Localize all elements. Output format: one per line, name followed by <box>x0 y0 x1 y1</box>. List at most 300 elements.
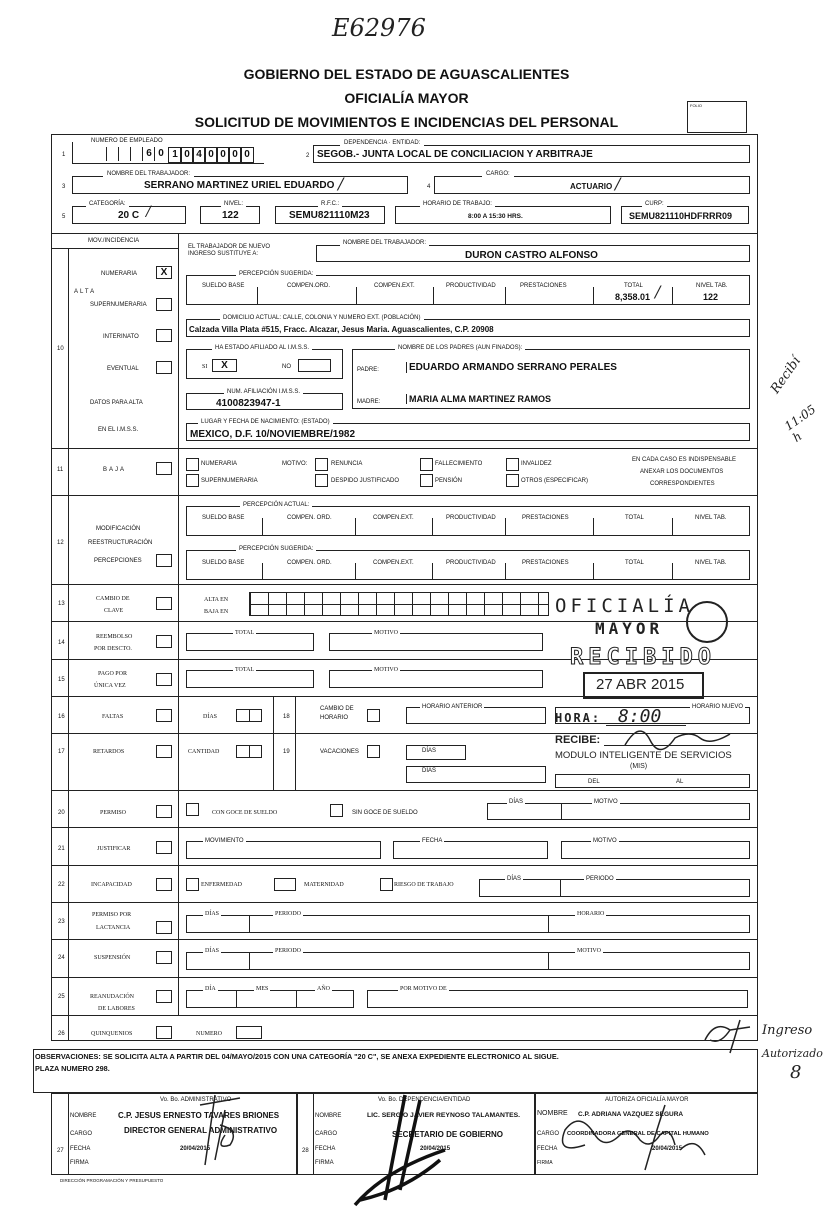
total-label: TOTAL <box>625 515 644 521</box>
categoria-label: CATEGORÍA: <box>86 201 129 207</box>
nivel-tab-label: NIVEL TAB. <box>695 560 727 566</box>
pago-motivo-label: MOTIVO <box>374 667 398 673</box>
row-number: 25 <box>58 994 65 1000</box>
quinquenios-numero-label: NUMERO <box>196 1031 223 1037</box>
categoria-value: 20 C <box>118 210 140 221</box>
cambio-clave-label-2: CLAVE <box>104 608 124 614</box>
dependencia-fecha-label: FECHA <box>315 1146 336 1152</box>
row-number: 28 <box>302 1148 309 1154</box>
row-number: 1 <box>62 152 66 158</box>
divider <box>262 518 263 536</box>
horario-anterior-label: HORARIO ANTERIOR <box>422 704 483 710</box>
row-number: 15 <box>58 677 65 683</box>
nivel-tab-label: NIVEL TAB. <box>696 283 728 289</box>
row-number: 10 <box>57 346 64 352</box>
pension-checkbox[interactable] <box>420 474 433 487</box>
padre-value: EDUARDO ARMANDO SERRANO PERALES <box>406 362 617 373</box>
permiso-checkbox[interactable] <box>156 805 172 818</box>
oficialia-fecha-value: 20/04/2015 <box>652 1146 683 1152</box>
baja-numeraria-label: NUMERARIA <box>201 461 238 467</box>
divider <box>548 915 549 933</box>
reembolso-motivo-field[interactable] <box>329 633 543 651</box>
row-number: 21 <box>58 846 65 852</box>
despido-checkbox[interactable] <box>315 474 328 487</box>
divider <box>51 902 758 903</box>
baja-supernumeraria-label: SUPERNUMERARIA <box>201 478 258 484</box>
justificar-checkbox[interactable] <box>156 841 172 854</box>
divider <box>593 518 594 536</box>
divider <box>68 1093 69 1175</box>
faltas-dias-field[interactable] <box>236 709 262 722</box>
row-number: 13 <box>58 601 65 607</box>
fallecimiento-checkbox[interactable] <box>420 458 433 471</box>
divider <box>51 233 758 234</box>
digit-cell: 0 <box>240 147 254 163</box>
vacaciones-dias-label: DÍAS <box>422 748 437 754</box>
divider <box>296 990 297 1008</box>
dependencia-nombre-value: LIC. SERGIO JAVIER REYNOSO TALAMANTES. <box>367 1112 521 1119</box>
reanudacion-fecha-field[interactable] <box>186 990 354 1008</box>
alta-supernumeraria-checkbox[interactable] <box>156 298 172 311</box>
stamp-hora-value: 8:00 <box>618 706 662 727</box>
reembolso-checkbox[interactable] <box>156 635 172 648</box>
baja-en-label: BAJA EN <box>204 609 229 615</box>
digit-cell: 0 <box>228 147 242 163</box>
permiso-dias-label: DÍAS <box>509 799 524 805</box>
row-number: 16 <box>58 714 65 720</box>
con-goce-checkbox[interactable] <box>186 803 199 816</box>
check-slash: / <box>655 282 661 301</box>
alta-label: ALTA <box>74 289 97 295</box>
header-form-title: SOLICITUD DE MOVIMIENTOS E INCIDENCIAS DEL PERSONAL <box>194 114 619 130</box>
baja-note-1: EN CADA CASO ES INDISPENSABLE <box>632 457 737 463</box>
justificar-fecha-label: FECHA <box>422 838 443 844</box>
cambio-clave-checkbox[interactable] <box>156 597 172 610</box>
reanudacion-checkbox[interactable] <box>156 990 172 1003</box>
divider <box>178 233 179 1016</box>
cargo-label: CARGO: <box>482 171 514 177</box>
dependencia-fecha-value: 20/04/2015 <box>420 1146 451 1152</box>
reanudacion-label-2: DE LABORES <box>98 1006 135 1012</box>
divider <box>249 604 549 605</box>
baja-numeraria-checkbox[interactable] <box>186 458 199 471</box>
divider <box>561 803 562 820</box>
lactancia-periodo-label: PERIODO <box>275 911 302 917</box>
divider <box>432 563 433 580</box>
maternidad-checkbox[interactable] <box>274 878 296 891</box>
prestaciones-label: PRESTACIONES <box>522 560 569 566</box>
oficialia-cargo-label: CARGO <box>537 1131 560 1137</box>
alta-interinato-label: INTERINATO <box>103 334 139 340</box>
divider <box>672 563 673 580</box>
suspension-label: SUSPENSIÓN <box>94 955 131 961</box>
incapacidad-label: INCAPACIDAD <box>91 882 132 888</box>
divider <box>432 518 433 536</box>
nivel-tab-value: 122 <box>703 292 719 302</box>
renuncia-label: RENUNCIA <box>331 461 363 467</box>
alta-en-label: ALTA EN <box>204 597 229 603</box>
percepcion-sugerida-label: PERCEPCIÓN SUGERIDA: <box>236 271 316 277</box>
observaciones-line-1: OBSERVACIONES: SE SOLICITA ALTA A PARTIR DEL 04/MAYO/2015 CON UNA CATEGORÍA "20 C", SE ANEXA EXPEDIENTE ELECTRONICO AL SIGUE. <box>35 1052 559 1061</box>
stamp-mis: (MIS) <box>630 763 648 770</box>
lactancia-dias-label: DÍAS <box>205 911 220 917</box>
sueldo-base-label: SUELDO BASE <box>202 560 245 566</box>
divider <box>295 696 296 790</box>
reanudacion-motivo-label: POR MOTIVO DE <box>400 986 447 992</box>
justificar-motivo-label: MOTIVO <box>593 838 617 844</box>
sin-goce-checkbox[interactable] <box>330 804 343 817</box>
nivel-label: NIVEL: <box>221 201 246 207</box>
admin-firma-label: FIRMA <box>70 1160 89 1166</box>
quinquenios-numero-field[interactable] <box>236 1026 262 1039</box>
divider <box>433 287 434 305</box>
horario-nuevo-label: HORARIO NUEVO <box>692 704 744 710</box>
compen-ord-label: COMPEN. ORD. <box>287 515 332 521</box>
quinquenios-label: QUINQUENIOS <box>91 1031 133 1037</box>
suspension-dias-field[interactable] <box>186 952 750 970</box>
vacaciones-label: VACACIONES <box>320 749 359 755</box>
faltas-dias-label: DÍAS <box>203 714 218 720</box>
row-number: 12 <box>57 540 64 546</box>
footer-department: DIRECCIÓN PROGRAMACIÓN Y PRESUPUESTO <box>60 1178 164 1183</box>
dependencia-firma-label: FIRMA <box>315 1160 334 1166</box>
incapacidad-checkbox[interactable] <box>156 878 172 891</box>
justificar-movimiento-label: MOVIMIENTO <box>205 838 244 844</box>
compen-ord-label: COMPEN. ORD. <box>287 560 332 566</box>
sin-goce-label: SIN GOCE DE SUELDO <box>352 810 418 816</box>
pension-label: PENSIÓN <box>435 478 463 484</box>
divider <box>273 696 274 790</box>
stamp-line-oficialia: OFICIALÍA <box>555 595 694 617</box>
permiso-dias-field[interactable] <box>487 803 750 820</box>
initials-observaciones <box>700 1015 760 1055</box>
datos-alta-label: DATOS PARA ALTA <box>90 400 143 406</box>
stamp-line-recibido: RECIBIDO <box>570 645 716 670</box>
faltas-label: FALTAS <box>102 714 124 720</box>
total-value: 8,358.01 <box>615 292 651 302</box>
enfermedad-checkbox[interactable] <box>186 878 199 891</box>
divider <box>672 518 673 536</box>
dependencia-label: DEPENDENCIA · ENTIDAD: <box>340 140 424 146</box>
vacaciones-al-label: AL <box>676 779 684 785</box>
madre-label: MADRE: <box>357 399 381 405</box>
check-slash: / <box>338 174 344 193</box>
admin-fecha-label: FECHA <box>70 1146 91 1152</box>
maternidad-label: MATERNIDAD <box>304 882 344 888</box>
curp-label: CURP: <box>642 201 667 207</box>
row-number: 19 <box>283 749 290 755</box>
dependencia-nombre-label: NOMBRE <box>315 1113 342 1119</box>
modificacion-label-2: REESTRUCTURACIÓN <box>88 540 153 546</box>
productividad-label: PRODUCTIVIDAD <box>446 283 496 289</box>
divider <box>505 563 506 580</box>
divider <box>262 563 263 580</box>
justificar-label: JUSTIFICAR <box>97 846 131 852</box>
pago-unico-label-1: PAGO POR <box>98 671 127 677</box>
quinquenios-checkbox[interactable] <box>156 1026 172 1039</box>
margin-note-ingreso: Ingreso <box>762 1023 813 1038</box>
percepcion-sugerida-mod-label: PERCEPCIÓN SUGERIDA: <box>236 546 316 552</box>
permiso-label: PERMISO <box>100 810 127 816</box>
reanudacion-dia-label: DÍA <box>205 986 216 992</box>
digit-cell: 0 <box>180 147 194 163</box>
riesgo-label: RIESGO DE TRABAJO <box>394 882 454 888</box>
lactancia-label-2: LACTANCIA <box>96 925 131 931</box>
signature-oficialia <box>545 1095 715 1175</box>
invalidez-label: INVALIDEZ <box>521 461 552 467</box>
vacaciones-del-label: DEL <box>588 779 600 785</box>
imss-si-checkbox[interactable]: X <box>212 359 237 372</box>
divider <box>51 448 758 449</box>
divider <box>68 248 69 1041</box>
margin-note-autorizado: Autorizado <box>762 1047 823 1060</box>
incapacidad-periodo-label: PERIODO <box>586 876 614 882</box>
dependencia-value: SEGOB.- JUNTA LOCAL DE CONCILIACION Y ARBITRAJE <box>317 149 593 160</box>
total-label: TOTAL <box>624 283 643 289</box>
compen-ext-label: COMPEN.EXT. <box>373 515 414 521</box>
signature-recibe <box>620 720 740 750</box>
fallecimiento-label: FALLECIMIENTO <box>435 461 483 467</box>
signature-admin <box>170 1090 250 1170</box>
pago-motivo-field[interactable] <box>329 670 543 688</box>
permiso-motivo-label: MOTIVO <box>594 799 618 805</box>
alta-eventual-label: EVENTUAL <box>107 366 139 372</box>
lactancia-label-1: PERMISO POR <box>92 912 132 918</box>
stamp-recibe-label: RECIBE: <box>555 734 601 746</box>
sustituye-label: EL TRABAJADOR DE NUEVO INGRESO SUSTITUYE A: <box>188 244 271 257</box>
pago-unico-checkbox[interactable] <box>156 673 172 686</box>
nivel-value: 122 <box>222 210 239 221</box>
divider <box>356 287 357 305</box>
reembolso-label-2: POR DESCTO. <box>94 646 132 652</box>
en-imss-label: EN EL I.M.S.S. <box>98 427 139 433</box>
faltas-checkbox[interactable] <box>156 709 172 722</box>
dependencia-cargo-value: SECRETARIO DE GOBIERNO <box>392 1130 503 1139</box>
baja-supernumeraria-checkbox[interactable] <box>186 474 199 487</box>
divider <box>51 495 758 496</box>
divider <box>51 939 758 940</box>
baja-note-2: ANEXAR LOS DOCUMENTOS <box>640 469 724 475</box>
nacimiento-value: MEXICO, D.F. 10/NOVIEMBRE/1982 <box>190 429 356 440</box>
reembolso-total-label: TOTAL <box>235 630 255 636</box>
alta-numeraria-label: NUMERARIA <box>101 271 138 277</box>
retardos-cantidad-field[interactable] <box>236 745 262 758</box>
riesgo-checkbox[interactable] <box>380 878 393 891</box>
row-number: 5 <box>62 214 66 220</box>
pago-unico-label-2: ÚNICA VEZ <box>94 683 126 689</box>
nombre-trabajador-label: NOMBRE DEL TRABAJADOR: <box>340 240 429 246</box>
alta-interinato-checkbox[interactable] <box>156 329 172 342</box>
reanudacion-anio-label: AÑO <box>317 986 330 992</box>
percepcion-sugerida-field[interactable] <box>186 275 750 305</box>
divider <box>236 990 237 1008</box>
worker-name-label: NOMBRE DEL TRABAJADOR: <box>103 171 194 177</box>
oficialia-firma-label: FIRMA <box>537 1160 553 1166</box>
baja-motivo-label: MOTIVO: <box>282 461 308 467</box>
horario-value: 8:00 A 15:30 HRS. <box>468 213 523 220</box>
alta-numeraria-checkbox[interactable]: X <box>156 266 172 279</box>
padre-label: PADRE: <box>357 367 379 373</box>
divider <box>51 865 758 866</box>
modificacion-checkbox[interactable] <box>156 554 172 567</box>
prestaciones-label: PRESTACIONES <box>522 515 569 521</box>
baja-label: BAJA <box>103 467 127 473</box>
reanudacion-label-1: REANUDACIÓN <box>90 994 134 1000</box>
margin-note-recibi: Recibí <box>768 354 805 397</box>
percepcion-actual-label: PERCEPCIÓN ACTUAL: <box>240 502 312 508</box>
row-number: 17 <box>58 749 65 755</box>
percepcion-actual-field[interactable] <box>186 506 750 536</box>
digit-cell: 6 <box>142 147 155 161</box>
suspension-periodo-label: PERIODO <box>275 948 302 954</box>
divider <box>355 518 356 536</box>
sueldo-base-label: SUELDO BASE <box>202 283 245 289</box>
admin-fecha-value: 20/04/2015 <box>180 1146 211 1152</box>
row-number: 27 <box>57 1148 64 1154</box>
divider <box>505 287 506 305</box>
pago-total-label: TOTAL <box>235 667 255 673</box>
row-number: 3 <box>62 184 66 190</box>
nivel-tab-label: NIVEL TAB. <box>695 515 727 521</box>
compen-ext-label: COMPEN.EXT. <box>374 283 415 289</box>
row-number: 14 <box>58 640 65 646</box>
nacimiento-label: LUGAR Y FECHA DE NACIMIENTO: (ESTADO) <box>198 419 333 425</box>
retardos-checkbox[interactable] <box>156 745 172 758</box>
lactancia-horario-label: HORARIO <box>577 911 605 917</box>
divider <box>560 879 561 897</box>
oficialia-cargo-value: COORDINADORA GENERAL DE CAPITAL HUMANO <box>567 1131 709 1137</box>
folio-label: FOLIO <box>690 103 703 108</box>
enfermedad-label: ENFERMEDAD <box>201 882 243 888</box>
justificar-motivo-field[interactable] <box>561 841 750 859</box>
justificar-fecha-field[interactable] <box>393 841 548 859</box>
lactancia-checkbox[interactable] <box>156 921 172 934</box>
row-number: 26 <box>58 1031 65 1037</box>
handwritten-folio-number: E62976 <box>332 14 426 42</box>
digit-cell: 0 <box>216 147 230 163</box>
signature-dependencia <box>345 1090 455 1210</box>
divider <box>249 952 250 970</box>
divider <box>249 915 250 933</box>
divider <box>355 563 356 580</box>
productividad-label: PRODUCTIVIDAD <box>446 560 496 566</box>
employee-number-label: NUMERO DE EMPLEADO <box>91 138 163 144</box>
row-number: 24 <box>58 955 65 961</box>
digit-cell: 0 <box>154 147 167 161</box>
divider <box>51 790 758 791</box>
retardos-label: RETARDOS <box>93 749 125 755</box>
afiliacion-value: 4100823947-1 <box>216 398 281 409</box>
divider <box>51 827 758 828</box>
oficialia-sig-title: AUTORIZA OFICIALÍA MAYOR <box>605 1097 689 1103</box>
oficialia-nombre-value: C.P. ADRIANA VAZQUEZ SEGURA <box>578 1111 684 1118</box>
admin-nombre-label: NOMBRE <box>70 1113 97 1119</box>
domicilio-value: Calzada Villa Plata #515, Fracc. Alcazar, Jesus Maria. Aguascalientes, C.P. 20908 <box>189 325 494 334</box>
digit-cell: 0 <box>204 147 218 163</box>
divider <box>51 248 178 249</box>
cambio-horario-checkbox[interactable] <box>367 709 380 722</box>
oficialia-nombre-label: NOMBRE <box>537 1110 568 1117</box>
baja-note-3: CORRESPONDIENTES <box>650 481 715 487</box>
rfc-value: SEMU821110M23 <box>289 210 370 221</box>
modificacion-label-3: PERCEPCIONES <box>94 558 142 564</box>
admin-cargo-value: DIRECTOR GENERAL ADMINISTRATIVO <box>124 1126 278 1135</box>
stamp-line-mayor: MAYOR <box>595 619 664 638</box>
madre-value: MARIA ALMA MARTINEZ RAMOS <box>406 394 551 404</box>
imss-afiliado-label: HA ESTADO AFILIADO AL I.M.S.S. <box>212 345 312 351</box>
stamp-modulo: MODULO INTELIGENTE DE SERVICIOS <box>555 750 732 761</box>
folio-box[interactable] <box>687 101 747 133</box>
prestaciones-label: PRESTACIONES <box>520 283 567 289</box>
reanudacion-motivo-field[interactable] <box>367 990 748 1008</box>
otros-checkbox[interactable] <box>506 474 519 487</box>
reembolso-motivo-label: MOTIVO <box>374 630 398 636</box>
dependencia-sig-title: Vo. Bo. DEPENDENCIA/ENTIDAD <box>378 1097 471 1103</box>
row-number: 11 <box>57 467 64 473</box>
divider <box>593 563 594 580</box>
lactancia-dias-field[interactable] <box>186 915 750 933</box>
imss-no-label: NO <box>282 364 291 370</box>
imss-si-label: SI <box>202 364 208 370</box>
suspension-motivo-label: MOTIVO <box>577 948 601 954</box>
total-label: TOTAL <box>625 560 644 566</box>
row-number: 18 <box>283 714 290 720</box>
afiliacion-label: NUM. AFILIACIÓN I.M.S.S. <box>224 389 303 395</box>
alta-eventual-checkbox[interactable] <box>156 361 172 374</box>
row-number: 23 <box>58 919 65 925</box>
curp-value: SEMU821110HDFRRR09 <box>629 211 733 221</box>
suspension-dias-label: DÍAS <box>205 948 220 954</box>
row-number: 20 <box>58 810 65 816</box>
invalidez-checkbox[interactable] <box>506 458 519 471</box>
sueldo-base-label: SUELDO BASE <box>202 515 245 521</box>
divider <box>51 977 758 978</box>
padres-label: NOMBRE DE LOS PADRES (AUN FINADOS): <box>395 345 525 351</box>
despido-label: DESPIDO JUSTIFICADO <box>331 478 400 484</box>
alta-supernumeraria-label: SUPERNUMERARIA <box>90 302 147 308</box>
row-number: 2 <box>306 153 310 159</box>
divider <box>672 287 673 305</box>
vacaciones-checkbox[interactable] <box>367 745 380 758</box>
vacaciones-del-al-field[interactable] <box>555 774 750 788</box>
admin-nombre-value: C.P. JESUS ERNESTO TAVARES BRIONES <box>118 1111 280 1120</box>
divider <box>548 952 549 970</box>
con-goce-label: CON GOCE DE SUELDO <box>212 810 278 816</box>
divider <box>257 287 258 305</box>
divider <box>313 1093 314 1175</box>
suspension-checkbox[interactable] <box>156 951 172 964</box>
margin-note-number: 8 <box>790 1062 802 1083</box>
sustituye-value: DURON CASTRO ALFONSO <box>465 250 598 261</box>
oficialia-fecha-label: FECHA <box>537 1146 558 1152</box>
margin-note-hora: 11:05 h <box>782 402 819 445</box>
reanudacion-mes-label: MES <box>256 986 269 992</box>
divider <box>51 584 758 585</box>
check-slash: / <box>615 174 621 193</box>
digit-cell: 4 <box>192 147 206 163</box>
cargo-value: ACTUARIO <box>570 182 613 191</box>
reembolso-label-1: REEMBOLSO <box>96 634 133 640</box>
vacaciones-periodo-dias-label: DÍAS <box>422 768 437 774</box>
header-government: GOBIERNO DEL ESTADO DE AGUASCALIENTES <box>243 66 570 82</box>
baja-checkbox[interactable] <box>156 462 172 475</box>
stamp-date: 27 ABR 2015 <box>596 676 685 693</box>
rfc-label: R.F.C.: <box>318 201 342 207</box>
row-number: 4 <box>427 184 431 190</box>
divider <box>593 287 594 305</box>
renuncia-checkbox[interactable] <box>315 458 328 471</box>
imss-no-checkbox[interactable] <box>298 359 331 372</box>
